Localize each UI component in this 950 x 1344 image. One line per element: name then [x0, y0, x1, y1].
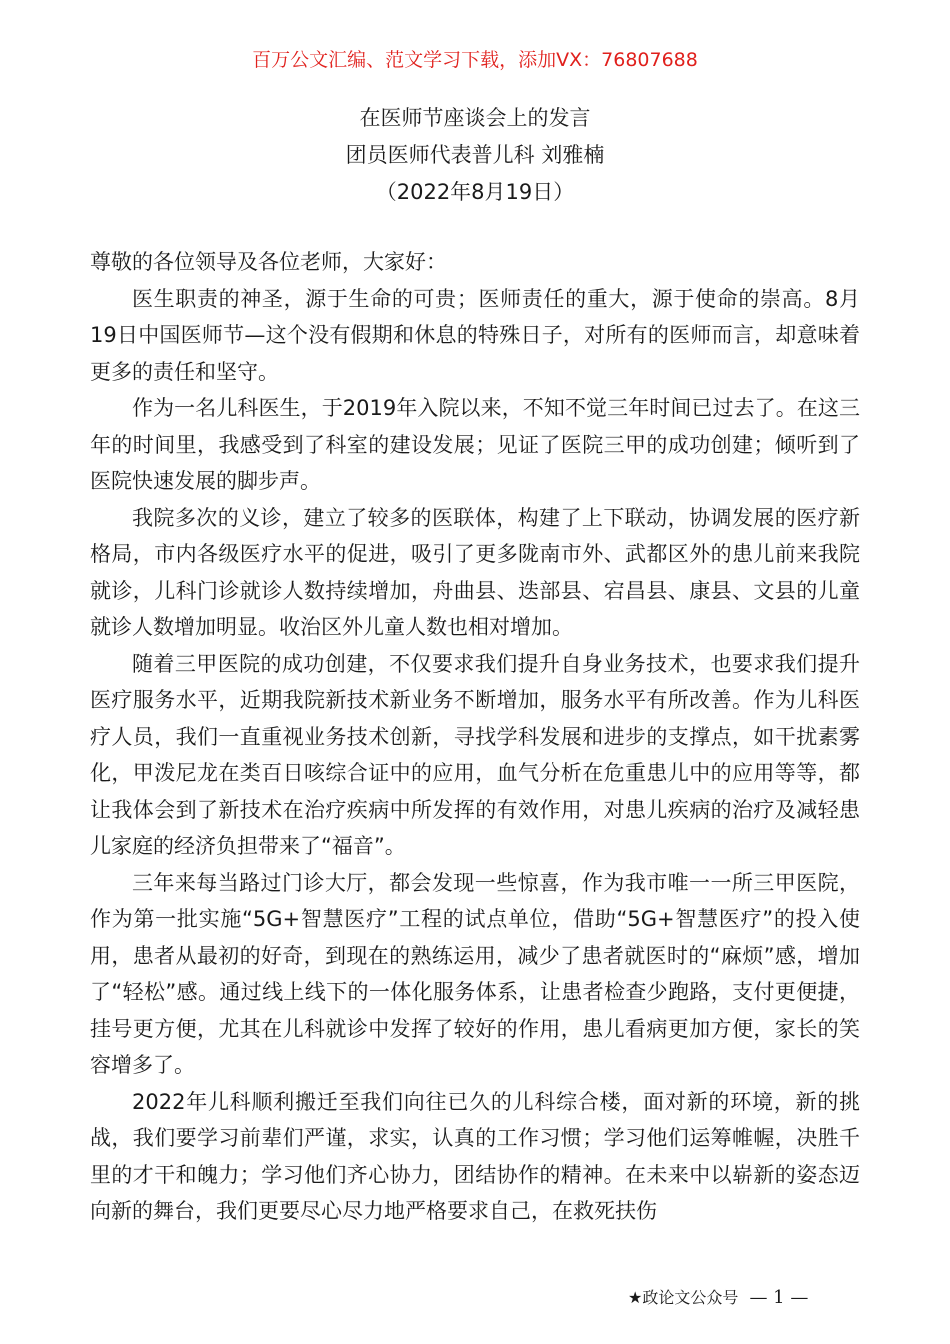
header-banner: 百万公文汇编、范文学习下载，添加VX：76807688: [252, 49, 698, 71]
page-number: — 1 —: [749, 1287, 809, 1308]
speaker-line: 团员医师代表普儿科 刘雅楠: [345, 143, 605, 167]
speech-body: [90, 244, 860, 1230]
paragraph-3: 我院多次的义诊，建立了较多的医联体，构建了上下联动，协调发展的医疗新格局，市内各级医疗水平的促进，吸引了更多陇南市外、武都区外的患儿前来我院就诊，儿科门诊就诊人数持续增加，舟曲县、迭部县、宕昌县、康县、文县的儿童就诊人数增加明显。收治区外儿童人数也相对增加。: [90, 505, 860, 639]
footer-source: ★政论文公众号: [628, 1288, 739, 1307]
title-block: [0, 100, 950, 211]
paragraph-2: 作为一名儿科医生，于2019年入院以来，不知不觉三年时间已过去了。在这三年的时间里，我感受到了科室的建设发展；见证了医院三甲的成功创建；倾听到了医院快速发展的脚步声。: [90, 396, 860, 493]
paragraph-4: 随着三甲医院的成功创建，不仅要求我们提升自身业务技术，也要求我们提升医疗服务水平，近期我院新技术新业务不断增加，服务水平有所改善。作为儿科医疗人员，我们一直重视业务技术创新，寻找学科发展和进步的支撑点，如干扰素雾化，甲泼尼龙在类百日咳综合证中的应用，血气分析在危重患儿中的应用等等，都让我体会到了新技术在治疗疾病中所发挥的有效作用，对患儿疾病的治疗及减轻患儿家庭的经济负担带来了“福音”。: [90, 651, 860, 858]
paragraph-6: 2022年儿科顺利搬迁至我们向往已久的儿科综合楼，面对新的环境，新的挑战，我们要学习前辈们严谨，求实，认真的工作习惯；学习他们运筹帷幄，决胜千里的才干和魄力；学习他们齐心协力，团结协作的精神。在未来中以崭新的姿态迈向新的舞台，我们更要尽心尽力地严格要求自己，在救死扶伤: [90, 1089, 860, 1223]
paragraph-1: 医生职责的神圣，源于生命的可贵；医师责任的重大，源于使命的崇高。8月19日中国医师节—这个没有假期和休息的特殊日子，对所有的医师而言，却意味着更多的责任和坚守。: [90, 286, 860, 384]
date-line: （2022年8月19日）: [375, 180, 575, 204]
page-footer: [628, 1286, 868, 1310]
paragraph-5: 三年来每当路过门诊大厅，都会发现一些惊喜，作为我市唯一一所三甲医院，作为第一批实施“5G+智慧医疗”工程的试点单位，借助“5G+智慧医疗”的投入使用，患者从最初的好奇，到现在的熟练运用，减少了患者就医时的“麻烦”感，增加了“轻松”感。通过线上线下的一体化服务体系，让患者检查少跑路，支付更便捷，挂号更方便，尤其在儿科就诊中发挥了较好的作用，患儿看病更加方便，家长的笑容增多了。: [90, 870, 860, 1077]
page-title: 在医师节座谈会上的发言: [359, 106, 591, 130]
salutation: 尊敬的各位领导及各位老师，大家好：: [90, 250, 447, 274]
